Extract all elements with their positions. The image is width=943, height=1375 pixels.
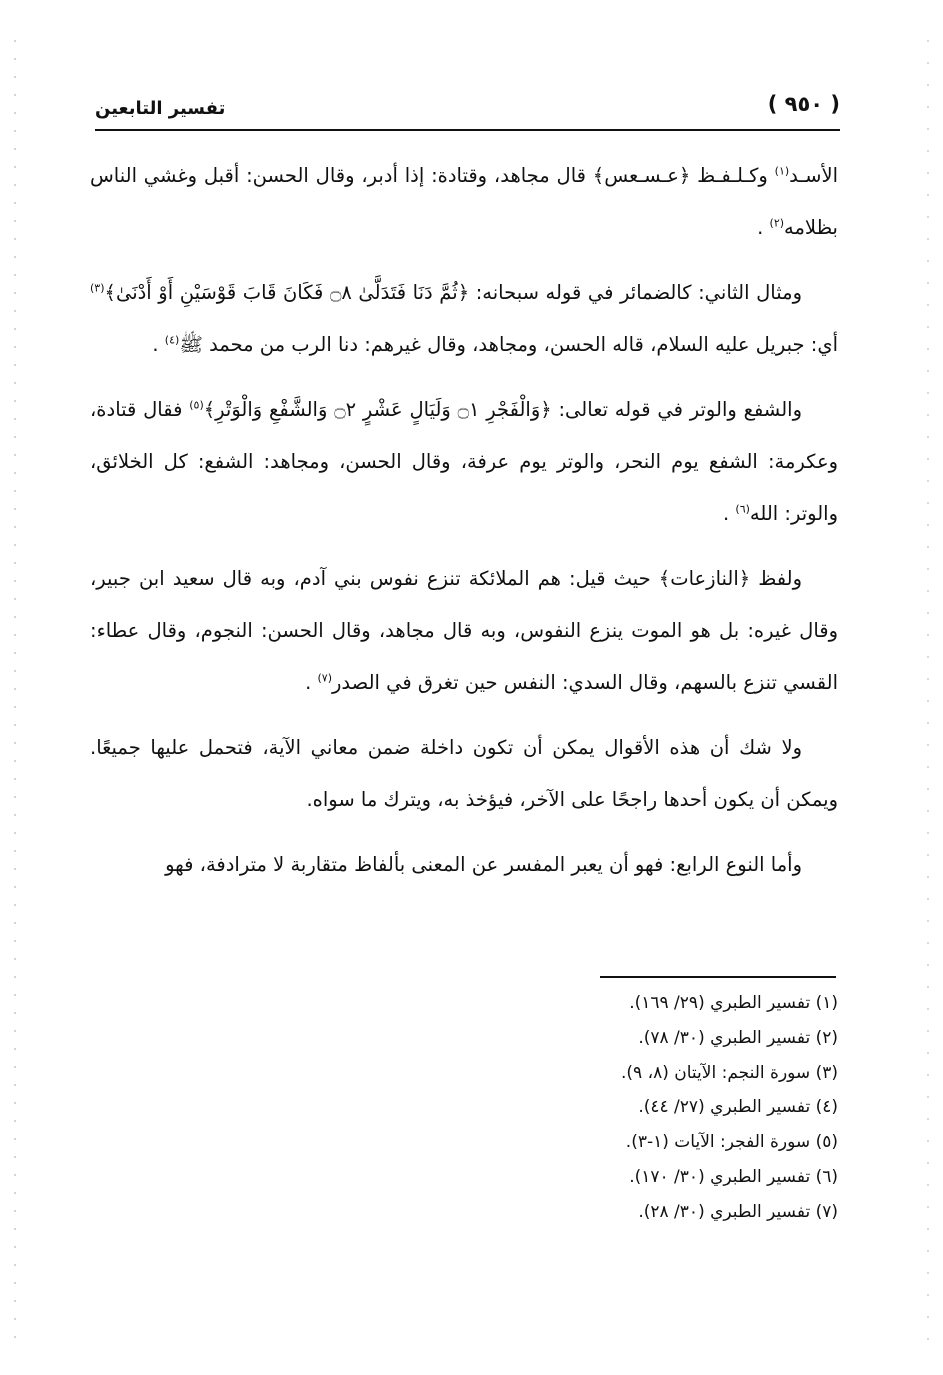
footnotes xyxy=(338,986,838,1230)
paragraph-2: ومثال الثاني: كالضمائر في قوله سبحانه: ﴿ثُمَّ دَنَا فَتَدَلَّىٰ ۝٨ فَكَانَ قَابَ قَوْسَيْنِ أَوْ أَدْنَىٰ﴾$^{(٣)}$ أي: جبريل عليه السلام، قاله الحسن، ومجاهد، وقال غيرهم: دنا الرب من محمد ﷺ$^{(٤)}$ . xyxy=(90,281,838,356)
page-header xyxy=(95,92,840,128)
paragraph-4: ولفظ ﴿النازعات﴾ حيث قيل: هم الملائكة تنزع نفوس بني آدم، وبه قال سعيد ابن جبير، وقال غيره: بل هو الموت ينزع النفوس، وبه قال مجاهد، وقال الحسن: النجوم، وقال عطاء: القسي تنزع بالسهم، وقال السدي: النفس حين تغرق في الصدر$^{(٧)}$ . xyxy=(90,567,838,694)
paragraph-3: والشفع والوتر في قوله تعالى: ﴿وَالْفَجْرِ ۝١ وَلَيَالٍ عَشْرٍ ۝٢ وَالشَّفْعِ وَالْوَتْرِ﴾$^{(٥)}$ فقال قتادة، وعكرمة: الشفع يوم النحر، والوتر يوم عرفة، وقال الحسن، ومجاهد: الشفع: كل الخلائق، والوتر: الله$^{(٦)}$ . xyxy=(90,398,838,525)
footnote-ref: (١) xyxy=(774,164,790,178)
footnote-ref: (٢) xyxy=(769,216,785,230)
footnote-item: (٣) سورة النجم: الآيتان (٨، ٩). xyxy=(620,1062,838,1083)
footnote-item: (٤) تفسير الطبري (٢٧/ ٤٤). xyxy=(638,1097,838,1118)
scan-margin-specks-right xyxy=(927,40,929,1340)
paragraph-5: ولا شك أن هذه الأقوال يمكن أن تكون داخلة ضمن معاني الآية، فتحمل عليها جميعًا. ويمكن أن يكون أحدها راجحًا على الآخر، فيؤخذ به، ويترك ما سواه. xyxy=(90,736,838,811)
footnote-rule xyxy=(600,976,836,978)
footnote-item: (٧) تفسير الطبري (٣٠/ ٢٨). xyxy=(638,1201,838,1222)
footnote-ref: (٣) xyxy=(90,281,105,295)
footnote-item: (٥) سورة الفجر: الآيات (١-٣). xyxy=(625,1132,838,1153)
footnote-ref: (٤) xyxy=(164,333,180,347)
footnote-item: (٦) تفسير الطبري (٣٠/ ١٧٠). xyxy=(629,1166,838,1187)
header-rule xyxy=(95,129,840,131)
footnote-item: (١) تفسير الطبري (٢٩/ ١٦٩). xyxy=(629,993,838,1013)
footnote-ref: (٦) xyxy=(735,502,750,516)
footnote-item: (٢) تفسير الطبري (٣٠/ ٧٨). xyxy=(638,1027,838,1048)
main-text xyxy=(90,150,838,904)
running-title: تفسير التابعين xyxy=(95,98,226,119)
paragraph-1: الأسـد$^{(١)}$ وكـلـفـظ ﴿عـسـعس﴾ قال مجاهد، وقتادة: إذا أدبر، وقال الحسن: أقبل وغشي الناس بظلامه$^{(٢)}$ . xyxy=(90,164,838,239)
paragraph-6: وأما النوع الرابع: فهو أن يعبر المفسر عن المعنى بألفاظ متقاربة لا مترادفة، فهو xyxy=(165,853,802,876)
footnote-ref: (٥) xyxy=(189,398,204,412)
footnote-ref: (٧) xyxy=(317,671,333,685)
scan-margin-specks-left xyxy=(14,40,16,1340)
page-number: ( ٩٥٠ ) xyxy=(767,92,840,116)
